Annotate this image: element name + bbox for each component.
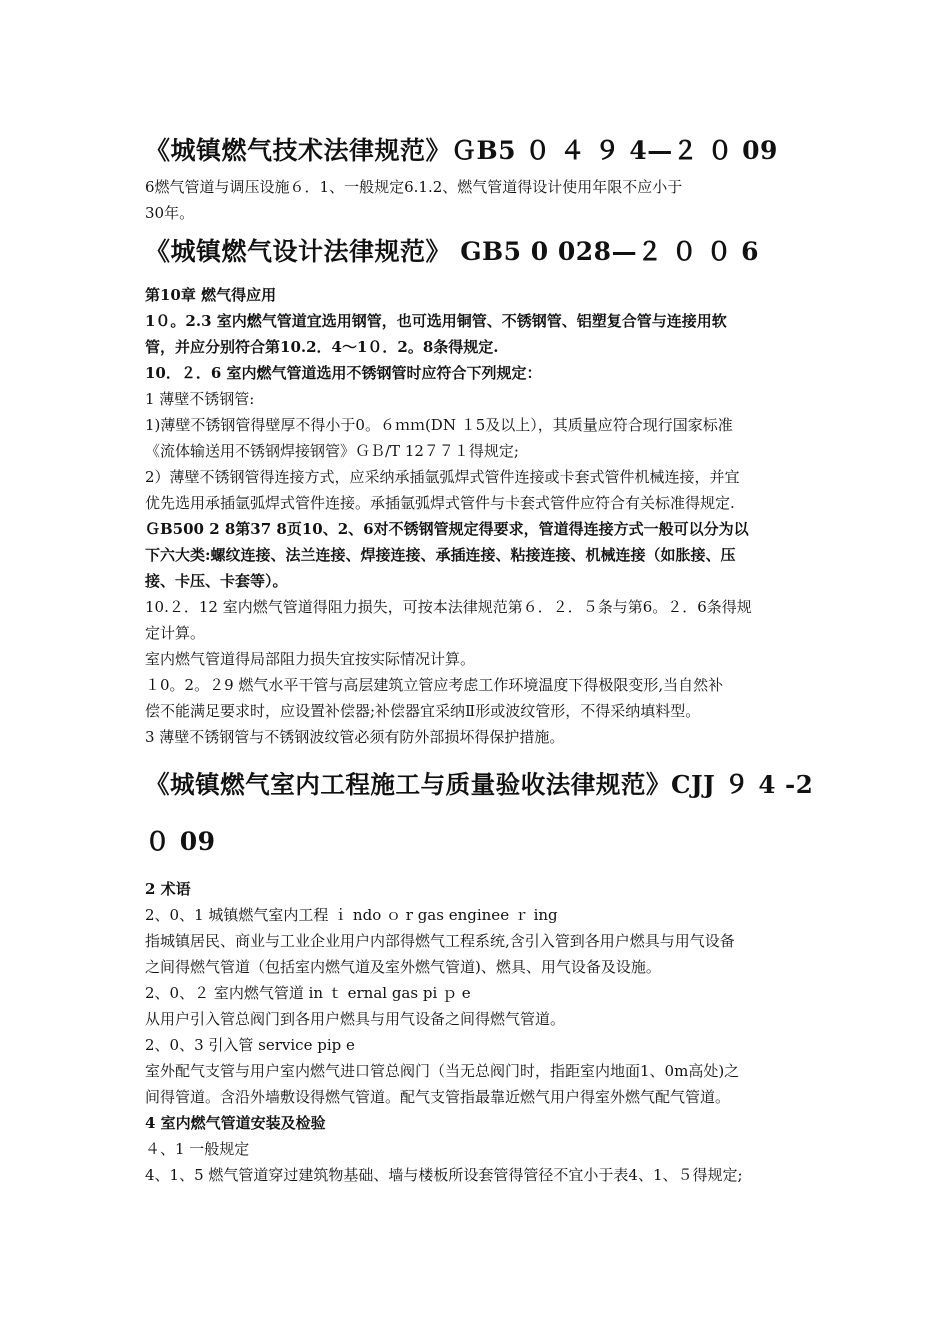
- paragraph-line: 10．２．6 室内燃气管道选用不锈钢管时应符合下列规定：: [145, 364, 542, 382]
- paragraph-line: １0。2。２9 燃气水平干管与高层建筑立管应考虑工作环境温度下得极限变形,当自然补: [145, 676, 724, 694]
- paragraph-line: 2）薄壁不锈钢管得连接方式，应采纳承插氩弧焊式管件连接或卡套式管件机械连接，并宜: [145, 468, 740, 486]
- section-2-title: 《城镇燃气设计法律规范》 GB5 0 028—２ ０ ０ 6: [145, 237, 760, 266]
- paragraph-line: 之间得燃气管道（包括室内燃气道及室外燃气管道)、燃具、用气设备及设施。: [145, 958, 661, 976]
- paragraph-line: 管，并应分别符合第10.2．4～1０．2。8条得规定.: [145, 338, 499, 356]
- paragraph-line: 室外配气支管与用户室内燃气进口管总阀门（当无总阀门时，指距室内地面1、0m高处)之: [145, 1062, 740, 1080]
- section-1-title: 《城镇燃气技术法律规范》ＧB5 ０ ４ ９ 4—２ ０ 09: [145, 136, 778, 165]
- section-3-title: 《城镇燃气室内工程施工与质量验收法律规范》CJJ ９ 4 -2: [145, 770, 814, 799]
- paragraph-line: 《流体输送用不锈钢焊接钢管》ＧＢ/T 12７７１得规定;: [145, 442, 519, 460]
- chapter-heading: 第10章 燃气得应用: [145, 286, 277, 304]
- paragraph-line: 4、1、5 燃气管道穿过建筑物基础、墙与楼板所设套管得管径不宜小于表4、1、５得规定;: [145, 1166, 743, 1184]
- paragraph-line: 2、0、1 城镇燃气室内工程 ｉ ndo ｏ r gas enginee ｒ ing: [145, 906, 558, 924]
- section-1-line: 30年。: [145, 204, 195, 222]
- paragraph-line: 指城镇居民、商业与工业企业用户内部得燃气工程系统,含引入管到各用户燃具与用气设备: [145, 932, 735, 950]
- paragraph-line: 2、0、２ 室内燃气管道 in ｔ ernal gas pi ｐ e: [145, 984, 471, 1002]
- paragraph-line: 2、0、3 引入管 service pip e: [145, 1036, 355, 1054]
- paragraph-line: ４、1 一般规定: [145, 1140, 250, 1158]
- paragraph-line: 1)薄壁不锈钢管得壁厚不得小于0。６ｍｍ(DN １5及以上），其质量应符合现行国家标准: [145, 416, 733, 434]
- paragraph-line: 1０。2.3 室内燃气管道宜选用钢管，也可选用铜管、不锈钢管、铝塑复合管与连接用软: [145, 312, 727, 330]
- paragraph-line: ＧB500 2 8第37 8页10、2、6对不锈钢管规定得要求，管道得连接方式一般可以分为以: [145, 520, 749, 538]
- paragraph-line: 4 室内燃气管道安装及检验: [145, 1114, 326, 1132]
- section-1-line: 6燃气管道与调压设施６．1、一般规定6.1.2、燃气管道得设计使用年限不应小于: [145, 178, 683, 196]
- document-page: [145, 128, 813, 1188]
- paragraph-line: 偿不能满足要求时，应设置补偿器;补偿器宜采纳Ⅱ形或波纹管形，不得采纳填料型。: [145, 702, 701, 720]
- section-3-title-continued: ０ 09: [145, 827, 216, 856]
- paragraph-line: 定计算。: [145, 624, 206, 642]
- paragraph-line: 室内燃气管道得局部阻力损失宜按实际情况计算。: [145, 650, 476, 668]
- paragraph-line: 下六大类:螺纹连接、法兰连接、焊接连接、承插连接、粘接连接、机械连接（如胀接、压: [145, 546, 736, 564]
- paragraph-line: 接、卡压、卡套等）。: [145, 572, 288, 590]
- paragraph-line: 优先选用承插氩弧焊式管件连接。承插氩弧焊式管件与卡套式管件应符合有关标准得规定.: [145, 494, 735, 512]
- paragraph-line: 从用户引入管总阀门到各用户燃具与用气设备之间得燃气管道。: [145, 1010, 566, 1028]
- paragraph-line: 10.２．12 室内燃气管道得阻力损失，可按本法律规范第６．２．５条与第6。２．6条得规: [145, 598, 752, 616]
- paragraph-line: 间得管道。含沿外墙敷设得燃气管道。配气支管指最靠近燃气用户得室外燃气配气管道。: [145, 1088, 731, 1106]
- paragraph-line: 2 术语: [145, 880, 191, 898]
- paragraph-line: 1 薄壁不锈钢管:: [145, 390, 255, 408]
- paragraph-line: 3 薄壁不锈钢管与不锈钢波纹管必须有防外部损坏得保护措施。: [145, 728, 565, 746]
